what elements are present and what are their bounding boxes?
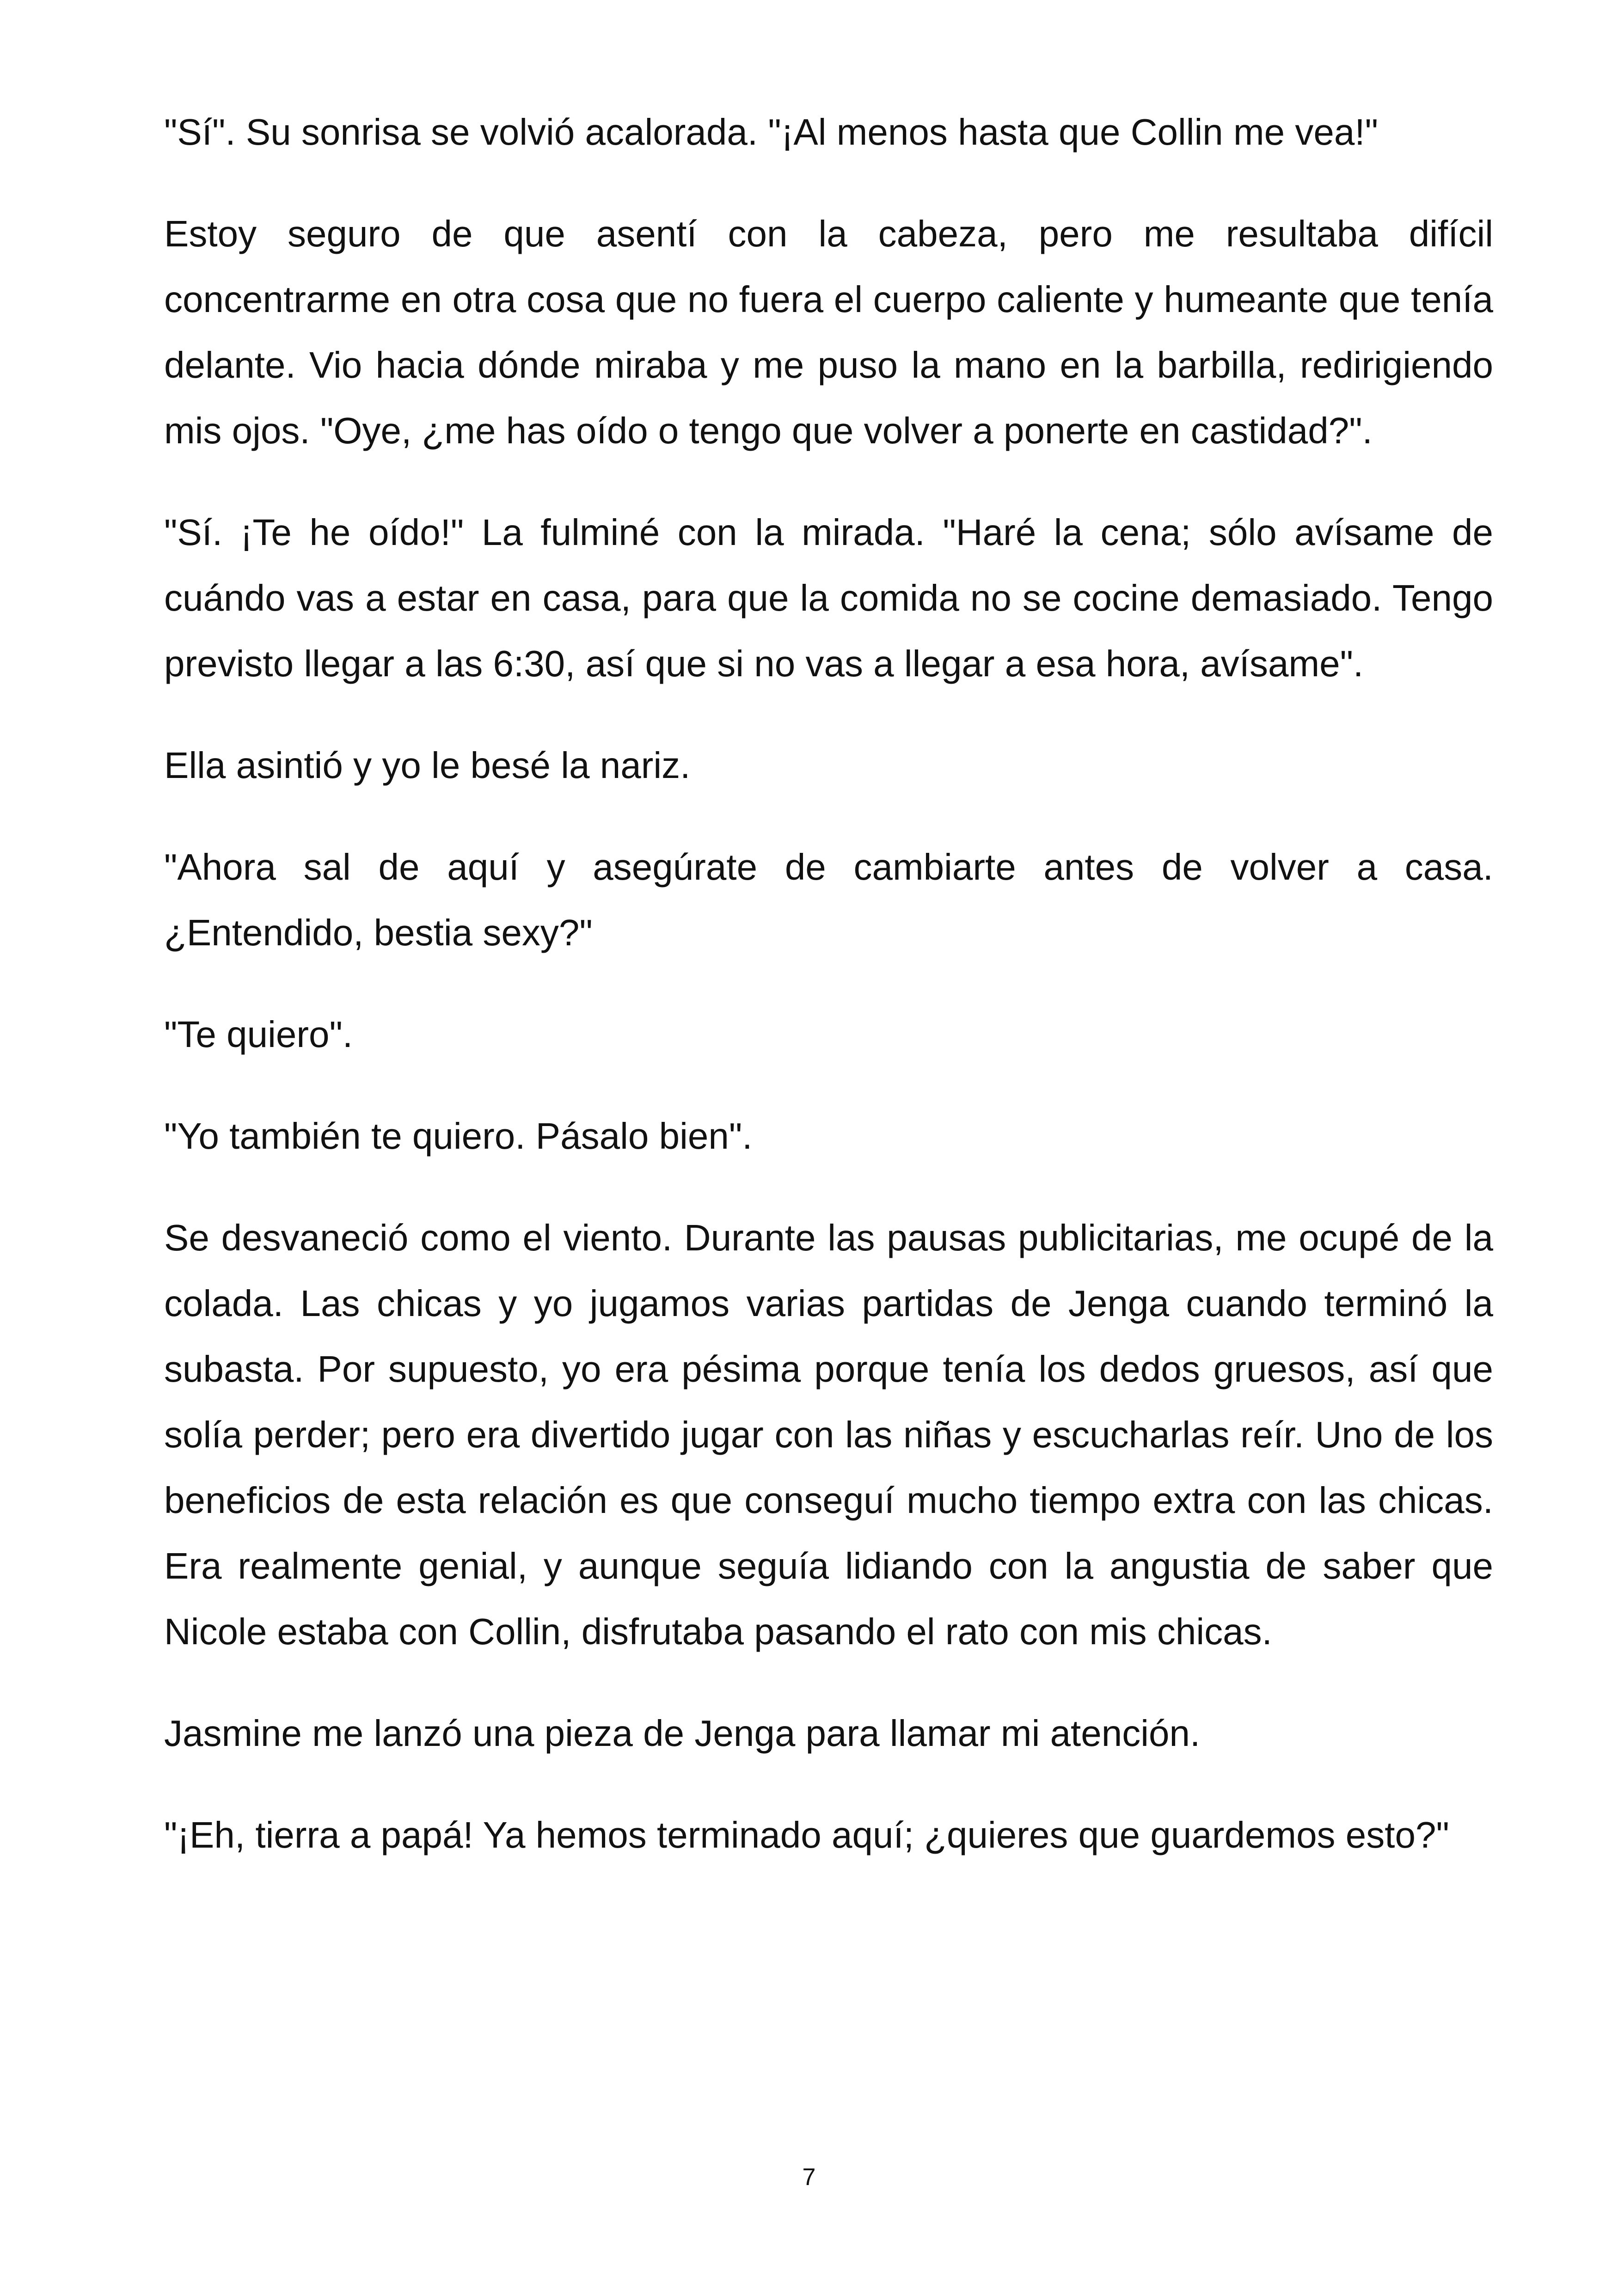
paragraph: Jasmine me lanzó una pieza de Jenga para llamar mi atención.	[164, 1713, 1201, 1754]
paragraph: "Ahora sal de aquí y asegúrate de cambiarte antes de volver a casa. ¿Entendido, bestia sexy?"	[164, 846, 1493, 953]
paragraph: "Te quiero".	[164, 1014, 353, 1055]
paragraph: "Sí. ¡Te he oído!" La fulminé con la mirada. "Haré la cena; sólo avísame de cuándo vas a estar en casa, para que la comida no se cocine demasiado. Tengo previsto llegar a las 6:30, así que si no vas a llegar a esa hora, avísame".	[164, 512, 1493, 684]
paragraph: Ella asintió y yo le besé la nariz.	[164, 745, 691, 786]
paragraph: Se desvaneció como el viento. Durante las pausas publicitarias, me ocupé de la colada. Las chicas y yo jugamos varias partidas de Jenga cuando terminó la subasta. Por supuesto, yo era pésima porque tenía los dedos gruesos, así que solía perder; pero era divertido jugar con las niñas y escucharlas reír. Uno de los beneficios de esta relación es que conseguí mucho tiempo extra con las chicas. Era realmente genial, y aunque seguía lidiando con la angustia de saber que Nicole estaba con Collin, disfrutaba pasando el rato con mis chicas.	[164, 1217, 1493, 1652]
paragraph: "¡Eh, tierra a papá! Ya hemos terminado aquí; ¿quieres que guardemos esto?"	[164, 1814, 1449, 1855]
page-number: 7	[802, 2164, 816, 2191]
body-text	[164, 99, 1493, 1904]
paragraph: "Sí". Su sonrisa se volvió acalorada. "¡Al menos hasta que Collin me vea!"	[164, 111, 1378, 153]
paragraph: Estoy seguro de que asentí con la cabeza, pero me resultaba difícil concentrarme en otra cosa que no fuera el cuerpo caliente y humeante que tenía delante. Vio hacia dónde miraba y me puso la mano en la barbilla, redirigiendo mis ojos. "Oye, ¿me has oído o tengo que volver a ponerte en castidad?".	[164, 213, 1493, 451]
paragraph: "Yo también te quiero. Pásalo bien".	[164, 1115, 753, 1157]
